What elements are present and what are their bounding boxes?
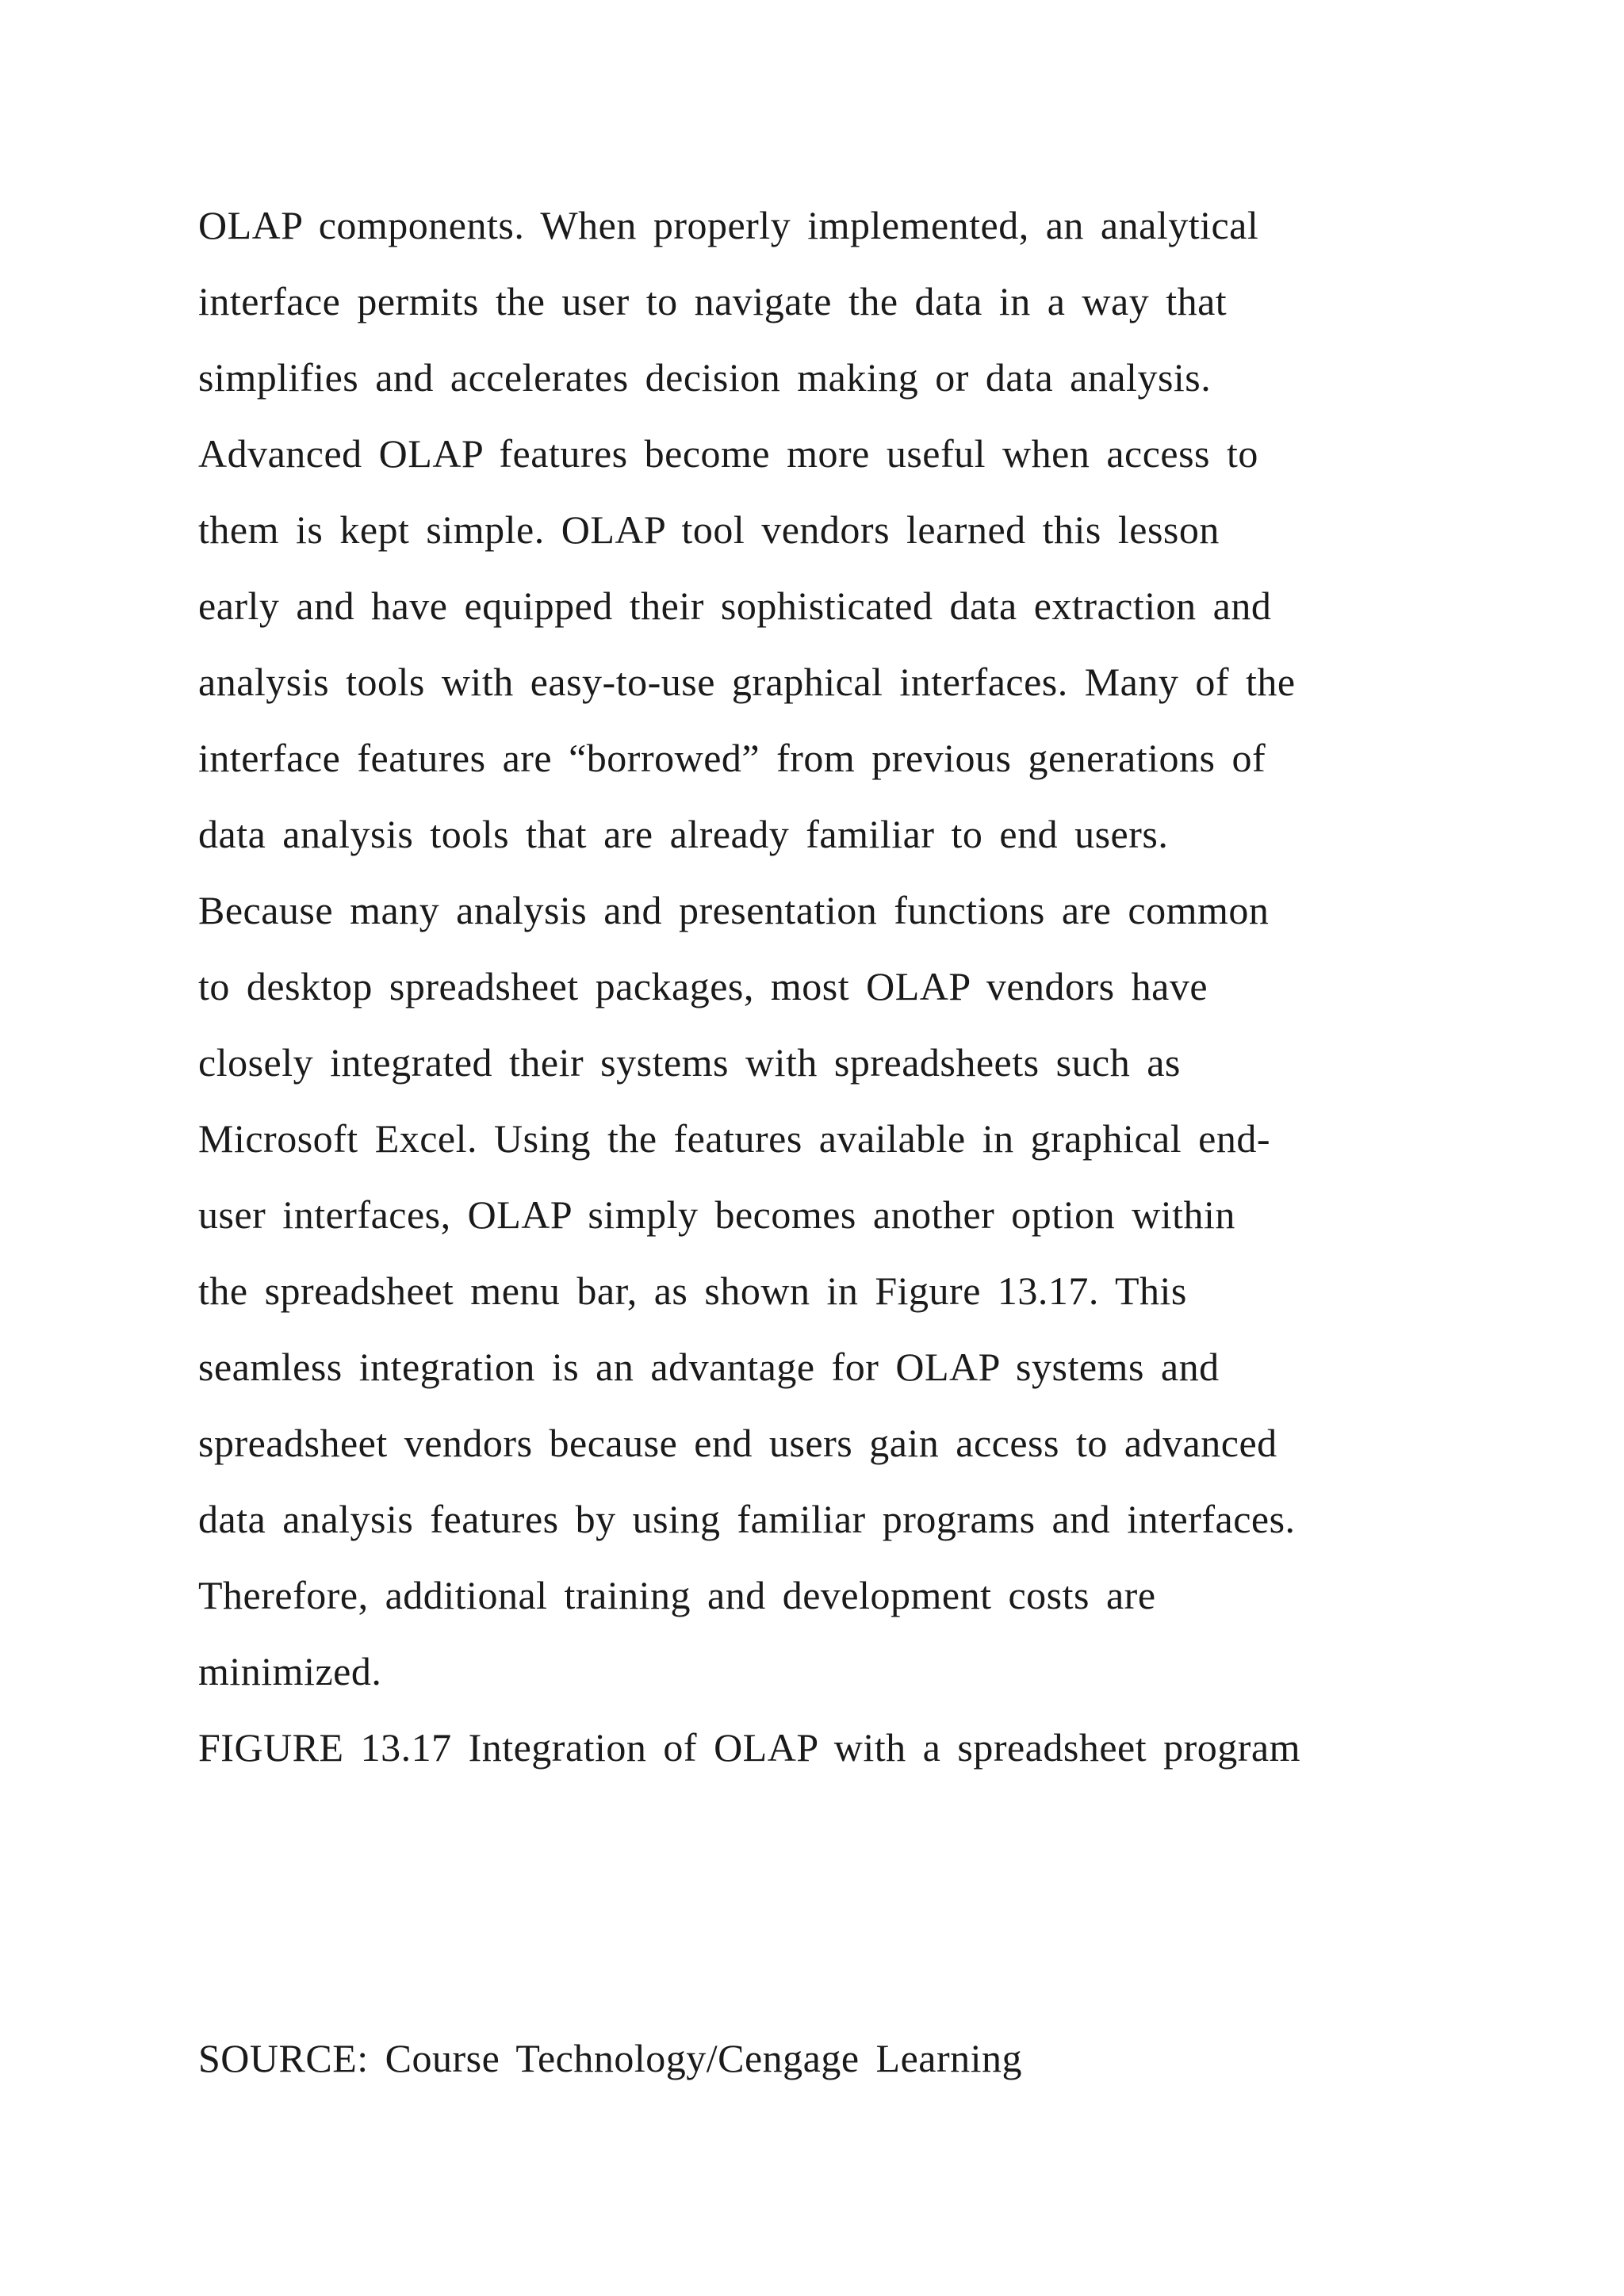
figure-caption: FIGURE 13.17 Integration of OLAP with a spreadsheet program [198,1725,1300,1770]
text-line: interface features are “borrowed” from previous generations of [198,736,1266,780]
text-line: spreadsheet vendors because end users gain access to advanced [198,1421,1277,1465]
text-line: interface permits the user to navigate the data in a way that [198,279,1228,323]
text-line: data analysis features by using familiar programs and interfaces. [198,1497,1296,1541]
text-line: closely integrated their systems with spreadsheets such as [198,1040,1181,1085]
text-line: analysis tools with easy-to-use graphical interfaces. Many of the [198,660,1296,704]
source-credit: SOURCE: Course Technology/Cengage Learning [198,2036,1023,2080]
text-line: minimized. [198,1649,382,1693]
body-text [198,187,1546,1785]
text-line: OLAP components. When properly implemented, an analytical [198,203,1259,247]
text-line: to desktop spreadsheet packages, most OLAP vendors have [198,964,1208,1008]
text-line: the spreadsheet menu bar, as shown in Figure 13.17. This [198,1269,1187,1313]
text-line: simplifies and accelerates decision making or data analysis. [198,355,1212,400]
text-line: early and have equipped their sophisticated data extraction and [198,584,1272,628]
text-line: them is kept simple. OLAP tool vendors learned this lesson [198,507,1220,552]
text-line: Because many analysis and presentation functions are common [198,888,1270,932]
text-line: data analysis tools that are already familiar to end users. [198,812,1169,856]
text-line: user interfaces, OLAP simply becomes another option within [198,1192,1235,1237]
text-line: Microsoft Excel. Using the features available in graphical end- [198,1116,1270,1161]
text-line: Therefore, additional training and development costs are [198,1573,1156,1617]
text-line: Advanced OLAP features become more useful when access to [198,431,1258,476]
text-line: seamless integration is an advantage for OLAP systems and [198,1345,1220,1389]
